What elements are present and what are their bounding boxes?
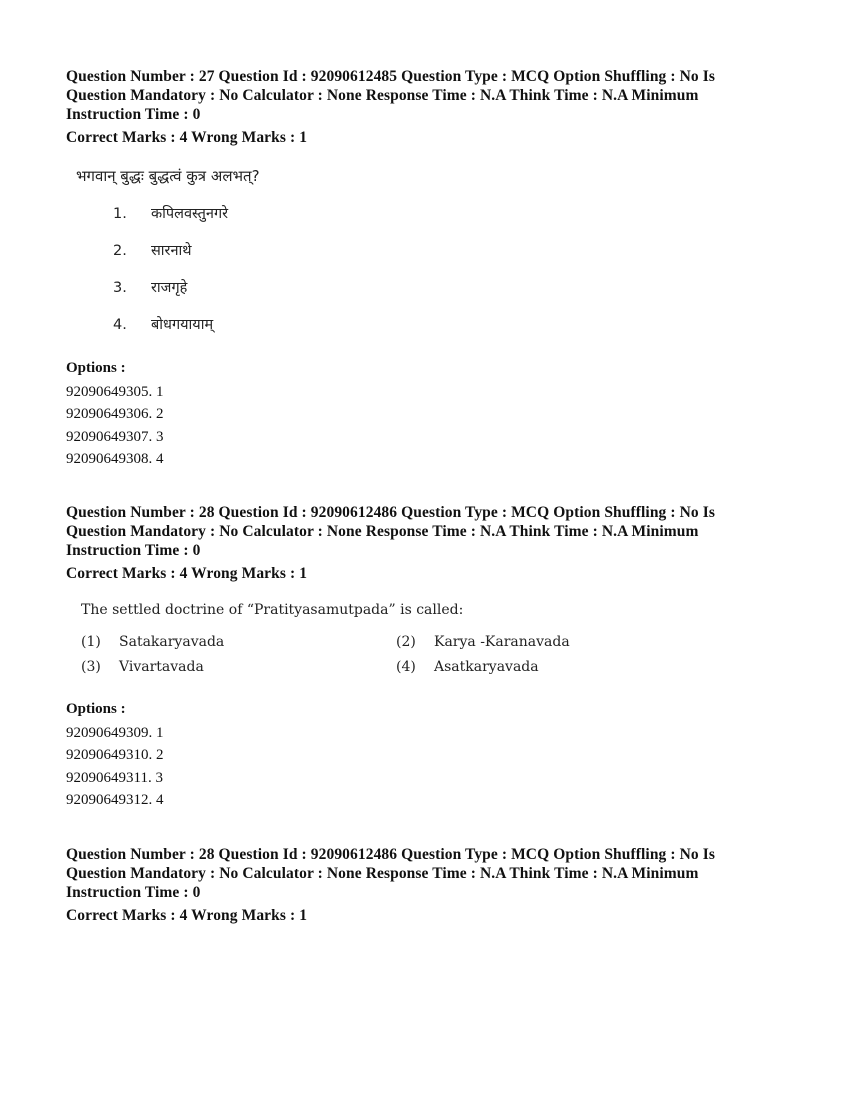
option-id-line: 92090649308. 4 bbox=[66, 450, 164, 467]
choice-item bbox=[113, 277, 187, 297]
choice-text: कपिलवस्तुनगरे bbox=[151, 206, 229, 222]
choice-text: Karya -Karanavada bbox=[434, 634, 570, 650]
choice-item bbox=[396, 634, 570, 650]
question-28-repeat-header bbox=[66, 845, 766, 925]
question-27-options bbox=[66, 360, 164, 470]
choice-text: सारनाथे bbox=[151, 243, 192, 259]
choice-text: Vivartavada bbox=[119, 659, 204, 675]
option-id-line: 92090649311. 3 bbox=[66, 769, 163, 786]
choice-item bbox=[81, 634, 224, 650]
question-27-header bbox=[66, 67, 766, 147]
choice-number: (3) bbox=[81, 659, 101, 675]
option-id-line: 92090649312. 4 bbox=[66, 791, 164, 808]
option-id-line: 92090649305. 1 bbox=[66, 384, 164, 400]
question-28-text: The settled doctrine of “Pratityasamutpada” is called: bbox=[81, 602, 464, 618]
option-id-line: 92090649309. 1 bbox=[66, 725, 164, 741]
choice-number: (4) bbox=[396, 659, 416, 675]
question-meta-line: Question Number : 28 Question Id : 92090612486 Question Type : MCQ Option Shuffling : No Is bbox=[66, 504, 715, 521]
question-28-header bbox=[66, 503, 766, 583]
choice-text: Satakaryavada bbox=[119, 634, 225, 650]
marks-line: Correct Marks : 4 Wrong Marks : 1 bbox=[66, 565, 308, 582]
choice-number: 2. bbox=[113, 243, 127, 259]
question-meta-line: Instruction Time : 0 bbox=[66, 106, 201, 123]
option-id-line: 92090649306. 2 bbox=[66, 406, 164, 423]
question-meta-line: Question Mandatory : No Calculator : None Response Time : N.A Think Time : N.A Minimum bbox=[66, 523, 699, 540]
choice-text: Asatkaryavada bbox=[434, 659, 539, 675]
question-meta-line: Question Mandatory : No Calculator : None Response Time : N.A Think Time : N.A Minimum bbox=[66, 865, 699, 882]
question-meta-line: Instruction Time : 0 bbox=[66, 884, 201, 901]
choice-text: बोधगयायाम् bbox=[151, 317, 214, 333]
question-meta-line: Instruction Time : 0 bbox=[66, 542, 201, 559]
choice-item bbox=[113, 203, 228, 223]
marks-line: Correct Marks : 4 Wrong Marks : 1 bbox=[66, 907, 308, 924]
choice-item bbox=[396, 659, 539, 675]
choice-number: 1. bbox=[113, 206, 127, 222]
question-meta-line: Question Number : 28 Question Id : 92090612486 Question Type : MCQ Option Shuffling : No Is bbox=[66, 846, 715, 863]
options-title: Options : bbox=[66, 360, 126, 376]
options-title: Options : bbox=[66, 701, 126, 717]
option-id-line: 92090649310. 2 bbox=[66, 747, 164, 764]
choice-number: (1) bbox=[81, 634, 101, 650]
option-id-line: 92090649307. 3 bbox=[66, 428, 164, 445]
choice-item bbox=[81, 659, 204, 675]
question-meta-line: Question Mandatory : No Calculator : None Response Time : N.A Think Time : N.A Minimum bbox=[66, 87, 699, 104]
question-28-options bbox=[66, 701, 164, 811]
choice-number: (2) bbox=[396, 634, 416, 650]
choice-text: राजगृहे bbox=[151, 280, 188, 296]
question-meta-line: Question Number : 27 Question Id : 92090612485 Question Type : MCQ Option Shuffling : No Is bbox=[66, 68, 715, 85]
question-27-text: भगवान् बुद्धः बुद्धत्वं कुत्र अलभत्? bbox=[76, 167, 260, 185]
choice-item bbox=[113, 314, 213, 334]
choice-number: 4. bbox=[113, 317, 127, 333]
marks-line: Correct Marks : 4 Wrong Marks : 1 bbox=[66, 129, 308, 146]
choice-number: 3. bbox=[113, 280, 127, 296]
choice-item bbox=[113, 240, 192, 260]
